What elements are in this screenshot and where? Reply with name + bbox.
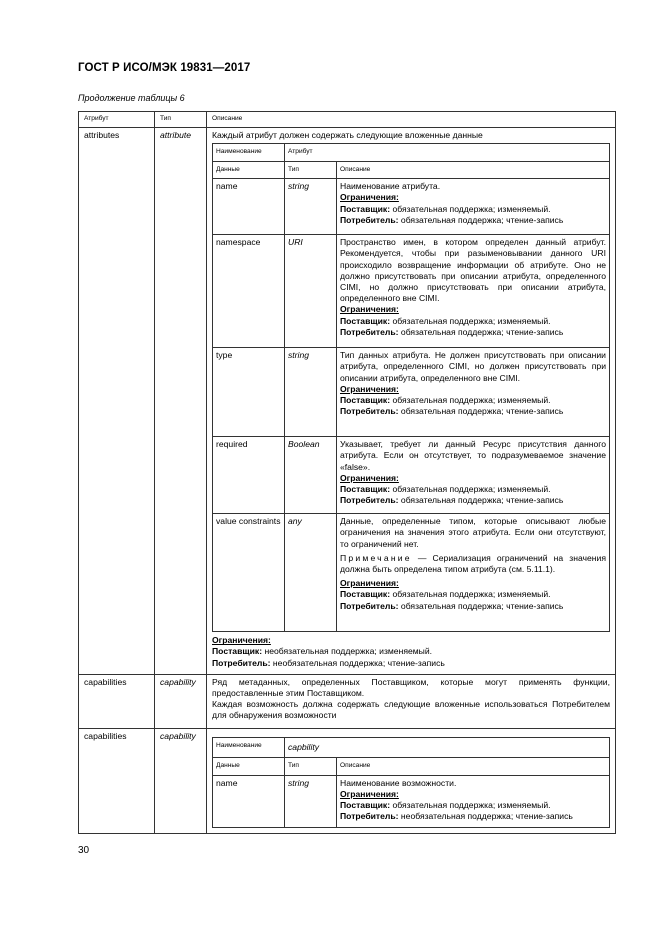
- nested-description-text: Наименование атрибута.: [340, 181, 441, 192]
- main-table: [78, 111, 616, 834]
- supplier-line: [340, 800, 606, 811]
- consumer-line: [340, 495, 606, 506]
- description-cell: [207, 728, 616, 833]
- consumer-line: [340, 406, 606, 417]
- consumer-label: Потребитель:: [340, 214, 399, 225]
- nested-column-description: Описание: [337, 757, 610, 775]
- type-cell: capability: [155, 728, 207, 833]
- nested-description-text: Данные, определенные типом, которые описывают любые ограничения на значения этого атрибута. Если они отсутствуют, то ограничений нет.: [340, 516, 606, 549]
- nested-column-data: Данные: [213, 757, 285, 775]
- supplier-label: Поставщик:: [340, 203, 391, 214]
- nested-column-description: Описание: [337, 161, 610, 179]
- nested-data-cell: name: [213, 179, 285, 235]
- attribute-cell: capabilities: [79, 728, 155, 833]
- nested-data-cell: value constraints: [213, 514, 285, 632]
- nested-data-cell: type: [213, 348, 285, 437]
- nested-name-label: Наименование: [213, 144, 285, 162]
- consumer-line: [340, 601, 606, 612]
- supplier-text: обязательная поддержка; изменяемый.: [390, 483, 551, 494]
- table-row-capabilities-nested: [79, 728, 616, 833]
- nested-description-text: Пространство имен, в котором определен данный атрибут. Рекомендуется, чтобы при разыменовывании данного URI происходило возвращение информации об атрибуте. Оно не должно присутствовать при описании атрибута, определенного CIMI, но должно присутствовать при описании атрибута, определенного вне CIMI.: [340, 237, 606, 304]
- nested-description-cell: [337, 348, 610, 437]
- supplier-label: Поставщик:: [340, 589, 391, 600]
- consumer-text: необязательная поддержка; чтение-запись: [398, 811, 573, 822]
- nested-data-cell: required: [213, 437, 285, 514]
- table-row-attributes: [79, 128, 616, 675]
- nested-name-label: Наименование: [213, 737, 285, 757]
- type-cell: capability: [155, 674, 207, 728]
- nested-description-text: Наименование возможности.: [340, 777, 457, 788]
- supplier-line: [340, 316, 606, 327]
- consumer-text: необязательная поддержка; чтение-запись: [270, 657, 445, 668]
- supplier-line: [340, 395, 606, 406]
- nested-type-cell: any: [285, 514, 337, 632]
- nested-description-cell: [337, 514, 610, 632]
- nested-description-cell: [337, 775, 610, 827]
- description-cell: [207, 128, 616, 675]
- consumer-text: обязательная поддержка; чтение-запись: [398, 495, 564, 506]
- nested-column-type: Тип: [285, 757, 337, 775]
- column-header-type: Тип: [155, 112, 207, 128]
- nested-column-type: Тип: [285, 161, 337, 179]
- nested-type-cell: Boolean: [285, 437, 337, 514]
- supplier-text: обязательная поддержка; изменяемый.: [390, 203, 551, 214]
- nested-data-cell: namespace: [213, 235, 285, 348]
- nested-row-name: [213, 775, 610, 827]
- supplier-line: [340, 204, 606, 215]
- attribute-cell: capabilities: [79, 674, 155, 728]
- attribute-cell: attributes: [79, 128, 155, 675]
- nested-name-value: capbility: [285, 737, 610, 757]
- column-header-attribute: Атрибут: [79, 112, 155, 128]
- attributes-intro: Каждый атрибут должен содержать следующие вложенные данные: [212, 130, 483, 140]
- constraints-title: Ограничения:: [340, 192, 399, 203]
- nested-row-namespace: [213, 235, 610, 348]
- supplier-text: обязательная поддержка; изменяемый.: [390, 589, 551, 600]
- nested-row-type: [213, 348, 610, 437]
- constraints-title: Ограничения:: [340, 383, 399, 394]
- consumer-line: [340, 811, 606, 822]
- capabilities-nested-note: Каждая возможность должна содержать следующие вложенные использоваться Потребителем для обнаружения возможности: [212, 699, 610, 721]
- supplier-label: Поставщик:: [212, 646, 263, 657]
- type-cell: attribute: [155, 128, 207, 675]
- nested-columns-row: [213, 757, 610, 775]
- consumer-label: Потребитель:: [340, 495, 399, 506]
- nested-columns-row: [213, 161, 610, 179]
- consumer-line: [340, 327, 606, 338]
- nested-type-cell: string: [285, 179, 337, 235]
- supplier-label: Поставщик:: [340, 315, 391, 326]
- attributes-consumer-line: [212, 658, 610, 669]
- note-body: — Сериализация ограничений на значения должна быть определена типом атрибута (см. 5.11.1).: [340, 552, 606, 574]
- document-header: ГОСТ Р ИСО/МЭК 19831—2017: [78, 62, 251, 74]
- nested-type-cell: URI: [285, 235, 337, 348]
- description-cell: [207, 674, 616, 728]
- supplier-label: Поставщик:: [340, 394, 391, 405]
- consumer-text: обязательная поддержка; чтение-запись: [398, 214, 564, 225]
- supplier-text: обязательная поддержка; изменяемый.: [390, 394, 551, 405]
- constraints-title: Ограничения:: [340, 578, 399, 589]
- nested-row-value-constraints: [213, 514, 610, 632]
- supplier-label: Поставщик:: [340, 799, 391, 810]
- table-row-capabilities: [79, 674, 616, 728]
- constraints-title: Ограничения:: [340, 472, 399, 483]
- nested-name-value: Атрибут: [285, 144, 610, 162]
- nested-description-cell: [337, 235, 610, 348]
- consumer-text: обязательная поддержка; чтение-запись: [398, 600, 564, 611]
- supplier-line: [340, 484, 606, 495]
- nested-description-cell: [337, 179, 610, 235]
- nested-data-cell: name: [213, 775, 285, 827]
- note-text: [340, 553, 606, 575]
- consumer-text: обязательная поддержка; чтение-запись: [398, 406, 564, 417]
- nested-capability-table: [212, 737, 610, 828]
- nested-column-data: Данные: [213, 161, 285, 179]
- constraints-title: Ограничения:: [340, 788, 399, 799]
- nested-attributes-table: [212, 143, 610, 632]
- nested-header-row: [213, 737, 610, 757]
- consumer-label: Потребитель:: [340, 406, 399, 417]
- supplier-label: Поставщик:: [340, 483, 391, 494]
- supplier-text: обязательная поддержка; изменяемый.: [390, 315, 551, 326]
- consumer-label: Потребитель:: [340, 326, 399, 337]
- consumer-label: Потребитель:: [212, 657, 271, 668]
- supplier-line: [340, 589, 606, 600]
- column-header-description: Описание: [207, 112, 616, 128]
- page-number: 30: [78, 845, 90, 856]
- consumer-label: Потребитель:: [340, 811, 399, 822]
- consumer-text: обязательная поддержка; чтение-запись: [398, 326, 564, 337]
- nested-header-row: [213, 144, 610, 162]
- constraints-title: Ограничения:: [340, 304, 399, 315]
- note-label: Примечание: [340, 552, 412, 563]
- consumer-line: [340, 215, 606, 226]
- nested-row-name: [213, 179, 610, 235]
- table-header-row: [79, 112, 616, 128]
- nested-type-cell: string: [285, 348, 337, 437]
- nested-type-cell: string: [285, 775, 337, 827]
- nested-row-required: [213, 437, 610, 514]
- table-continuation-label: Продолжение таблицы 6: [78, 93, 185, 103]
- supplier-text: обязательная поддержка; изменяемый.: [390, 799, 551, 810]
- supplier-text: необязательная поддержка; изменяемый.: [262, 646, 433, 657]
- nested-description-text: Тип данных атрибута. Не должен присутствовать при описании атрибута, определенного CIMI, но должен присутствовать при описании атрибута, определенного вне CIMI.: [340, 350, 606, 383]
- attributes-supplier-line: [212, 646, 610, 657]
- nested-description-cell: [337, 437, 610, 514]
- consumer-label: Потребитель:: [340, 600, 399, 611]
- attributes-constraints-title: Ограничения:: [212, 635, 271, 646]
- nested-description-text: Указывает, требует ли данный Ресурс присутствия данного атрибута. Если он отсутствует, то подразумеваемое значение «false».: [340, 439, 606, 472]
- capabilities-description: Ряд метаданных, определенных Поставщиком, которые могут применять функции, предоставленные этим Поставщиком.: [212, 676, 610, 698]
